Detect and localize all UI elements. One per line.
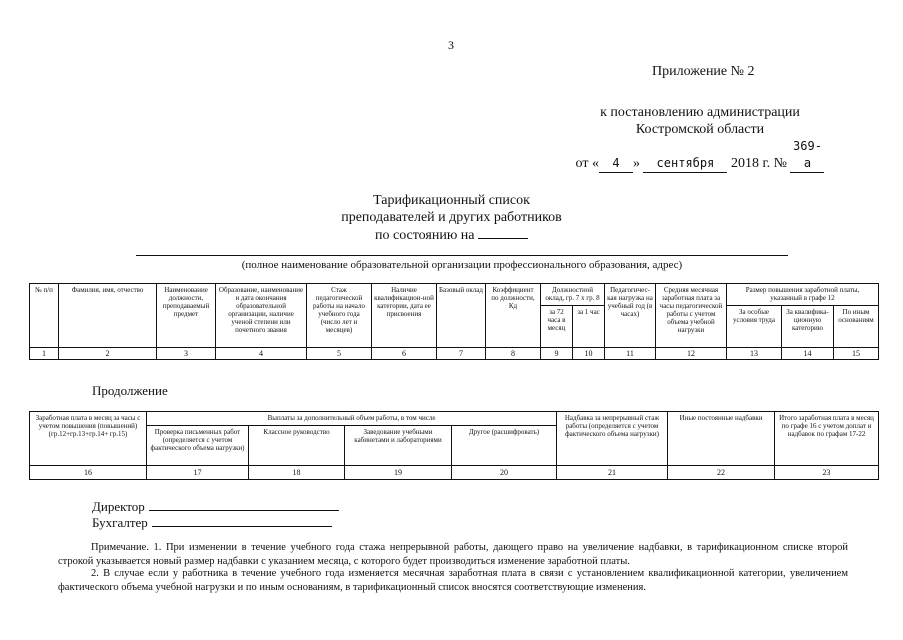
col-num: 20 (452, 466, 557, 480)
col-num: 16 (30, 466, 147, 480)
th-no: № п/п (30, 284, 59, 348)
th-salary-1: за 1 час (573, 306, 605, 348)
tariff-table-main (29, 283, 879, 360)
resolution-date-line (540, 138, 860, 173)
handwritten-month: сентября (643, 155, 727, 173)
th-salary: Должностной оклад, гр. 7 х гр. 8 (541, 284, 605, 306)
title-line1: Тарификационный список (373, 193, 530, 208)
col-num: 12 (656, 348, 727, 360)
accountant-signature-line (92, 514, 332, 531)
th-position: Наименование должности, преподаваемый предмет (157, 284, 216, 348)
year-text: 2018 г. № (730, 156, 787, 171)
handwritten-day: 4 (599, 155, 633, 173)
th-load: Педагогичес-кая нагрузка на учебный год (в часах) (605, 284, 656, 348)
col-num: 1 (30, 348, 59, 360)
col-num: 17 (147, 466, 249, 480)
appendix-heading: Приложение № 2 (652, 64, 755, 79)
th-base-salary: Базовый оклад (437, 284, 486, 348)
th-permanent-bonus: Иные постоянные надбавки (668, 412, 775, 466)
tariff-table-continuation (29, 411, 879, 480)
resolution-line1: к постановлению администрации (600, 105, 800, 120)
handwritten-number: 369-а (790, 138, 824, 173)
resolution-block (540, 104, 860, 173)
col-num: 4 (216, 348, 307, 360)
column-numbers-row (30, 466, 879, 480)
title-line3 (0, 226, 903, 244)
col-num: 10 (573, 348, 605, 360)
th-category: Наличие квалификацион-ной категории, дата ее присвоения (372, 284, 437, 348)
column-numbers-row (30, 348, 879, 360)
col-num: 19 (345, 466, 452, 480)
th-increase: Размер повышения заработной платы, указанный в графе 12 (727, 284, 879, 306)
title-line3-text: по состоянию на (374, 228, 475, 243)
col-num: 21 (557, 466, 668, 480)
th-inc-qualification: За квалифика-ционную категорию (782, 306, 834, 348)
col-num: 18 (249, 466, 345, 480)
col-num: 23 (775, 466, 879, 480)
th-rooms: Заведование учебными кабинетами и лабораториями (345, 426, 452, 466)
page-number: 3 (448, 38, 454, 52)
director-label: Директор (92, 499, 145, 514)
note-2: 2. В случае если у работника в течение учебного года изменяется месячная заработная плата в связи с установлением квалификационной категории, увеличением фактического объема учебной нагрузки и по иным основаниям, в тарификационный список вносятся соответствующие изменения. (58, 568, 848, 593)
col-num: 6 (372, 348, 437, 360)
th-class-guidance: Классное руководство (249, 426, 345, 466)
col-num: 11 (605, 348, 656, 360)
accountant-blank (152, 514, 332, 527)
director-blank (149, 498, 339, 511)
date-prefix: от « (575, 156, 599, 171)
date-mid: » (632, 156, 640, 171)
th-name: Фамилия, имя, отчество (59, 284, 157, 348)
title-line2: преподавателей и других работников (341, 210, 562, 225)
document-title (0, 192, 903, 244)
th-inc-special: За особые условия труда (727, 306, 782, 348)
th-other: Другое (расшифровать) (452, 426, 557, 466)
resolution-line2: Костромской области (635, 122, 765, 137)
col-num: 2 (59, 348, 157, 360)
note-1: Примечание. 1. При изменении в течение учебного года стажа непрерывной работы, дающего право на увеличение надбавки, в тарификационном списке второй строкой указывается новый размер надбавки с указанием месяца, с которого будет производиться изменение заработной платы. (58, 542, 848, 567)
th-education: Образование, наименование и дата окончания образовательной организации, наличие ученой степени или почетного звания (216, 284, 307, 348)
col-num: 8 (486, 348, 541, 360)
col-num: 13 (727, 348, 782, 360)
col-num: 14 (782, 348, 834, 360)
th-experience: Стаж педагогической работы на начало учебного года (число лет и месяцев) (307, 284, 372, 348)
col-num: 7 (437, 348, 486, 360)
org-caption: (полное наименование образовательной организации профессионального образования, адрес) (241, 259, 683, 271)
col-num: 9 (541, 348, 573, 360)
th-salary-72: за 72 часа в месяц (541, 306, 573, 348)
col-num: 5 (307, 348, 372, 360)
org-name-line (136, 255, 788, 256)
th-continuous-bonus: Надбавка за непрерывный стаж работы (определяется с учетом фактического объема нагрузки) (557, 412, 668, 466)
th-additional-payments: Выплаты за дополнительный объем работы, в том числе (147, 412, 557, 426)
col-num: 3 (157, 348, 216, 360)
th-inc-other: По иным основаниям (834, 306, 879, 348)
th-check-works: Проверка письменных работ (определяется с учетом фактического объема нагрузки) (147, 426, 249, 466)
accountant-label: Бухгалтер (92, 515, 148, 530)
th-salary-month: Заработная плата в месяц за часы с учетом повышения (повышений) (гр.12+гр.13+гр.14+ гр.15) (30, 412, 147, 466)
date-blank (478, 226, 528, 239)
th-total: Итого заработная плата в месяц по графе 16 с учетом доплат и надбавок по графам 17-22 (775, 412, 879, 466)
th-avg-salary: Средняя месячная заработная плата за часы педагогической работы с учетом объема учебной нагрузки (656, 284, 727, 348)
col-num: 22 (668, 466, 775, 480)
director-signature-line (92, 498, 339, 515)
th-coefficient: Коэффициент по должности, Кд (486, 284, 541, 348)
col-num: 15 (834, 348, 879, 360)
continuation-label: Продолжение (92, 383, 168, 398)
